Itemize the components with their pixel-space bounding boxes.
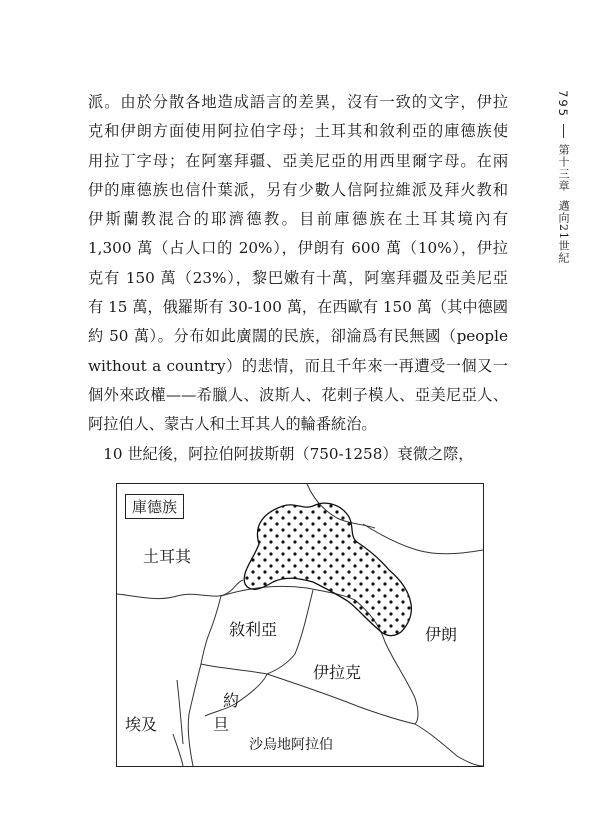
header-divider	[563, 124, 564, 138]
text-line: 伊斯蘭教混合的耶濟德教。目前庫德族在土耳其境內有	[88, 210, 508, 229]
chapter-subtitle: 邁向21世紀	[557, 199, 570, 264]
label-turkey: 土耳其	[143, 547, 192, 566]
text-line: 克有 150 萬（23%），黎巴嫩有十萬，阿塞拜疆及亞美尼亞	[88, 268, 508, 287]
text-line: 1,300 萬（占人口的 20%），伊朗有 600 萬（10%），伊拉	[88, 239, 508, 258]
kurdish-region-map	[116, 483, 484, 767]
body-text	[88, 88, 508, 469]
text-line: 阿拉伯人、蒙古人和土耳其人的輪番統治。	[88, 415, 377, 434]
label-saudi-arabia: 沙烏地阿拉伯	[249, 737, 333, 753]
text-line: 派。由於分散各地造成語言的差異，沒有一致的文字，伊拉	[88, 93, 508, 111]
kurdish-area	[244, 503, 411, 635]
label-jordan-2: 旦	[213, 715, 230, 734]
label-iran: 伊朗	[425, 625, 458, 644]
label-jordan-1: 約	[223, 691, 240, 710]
text-line: 有 15 萬，俄羅斯有 30-100 萬，在西歐有 150 萬（其中德國	[88, 298, 508, 317]
label-syria: 敘利亞	[229, 620, 278, 639]
running-header	[553, 90, 573, 264]
page-number: 795	[556, 90, 570, 118]
label-iraq: 伊拉克	[313, 663, 362, 682]
text-line: without a country）的悲情，而且千年來一再遭受一個又一	[88, 356, 508, 375]
label-egypt: 埃及	[125, 715, 158, 734]
text-line: 用拉丁字母；在阿塞拜疆、亞美尼亞的用西里爾字母。在兩	[88, 151, 508, 170]
text-line: 伊的庫德族也信什葉派，另有少數人信阿拉維派及拜火教和	[88, 180, 508, 199]
text-line: 10 世紀後，阿拉伯阿拔斯朝（750-1258）衰微之際，	[88, 444, 474, 463]
text-line: 個外來政權——希臘人、波斯人、花剌子模人、亞美尼亞人、	[88, 385, 508, 404]
chapter-title: 第十三章	[557, 143, 570, 192]
text-line: 約 50 萬）。分布如此廣闊的民族，卻淪爲有民無國（people	[88, 327, 508, 346]
map-legend: 庫德族	[125, 494, 184, 519]
text-line: 克和伊朗方面使用阿拉伯字母；土耳其和敘利亞的庫德族使	[88, 122, 508, 141]
